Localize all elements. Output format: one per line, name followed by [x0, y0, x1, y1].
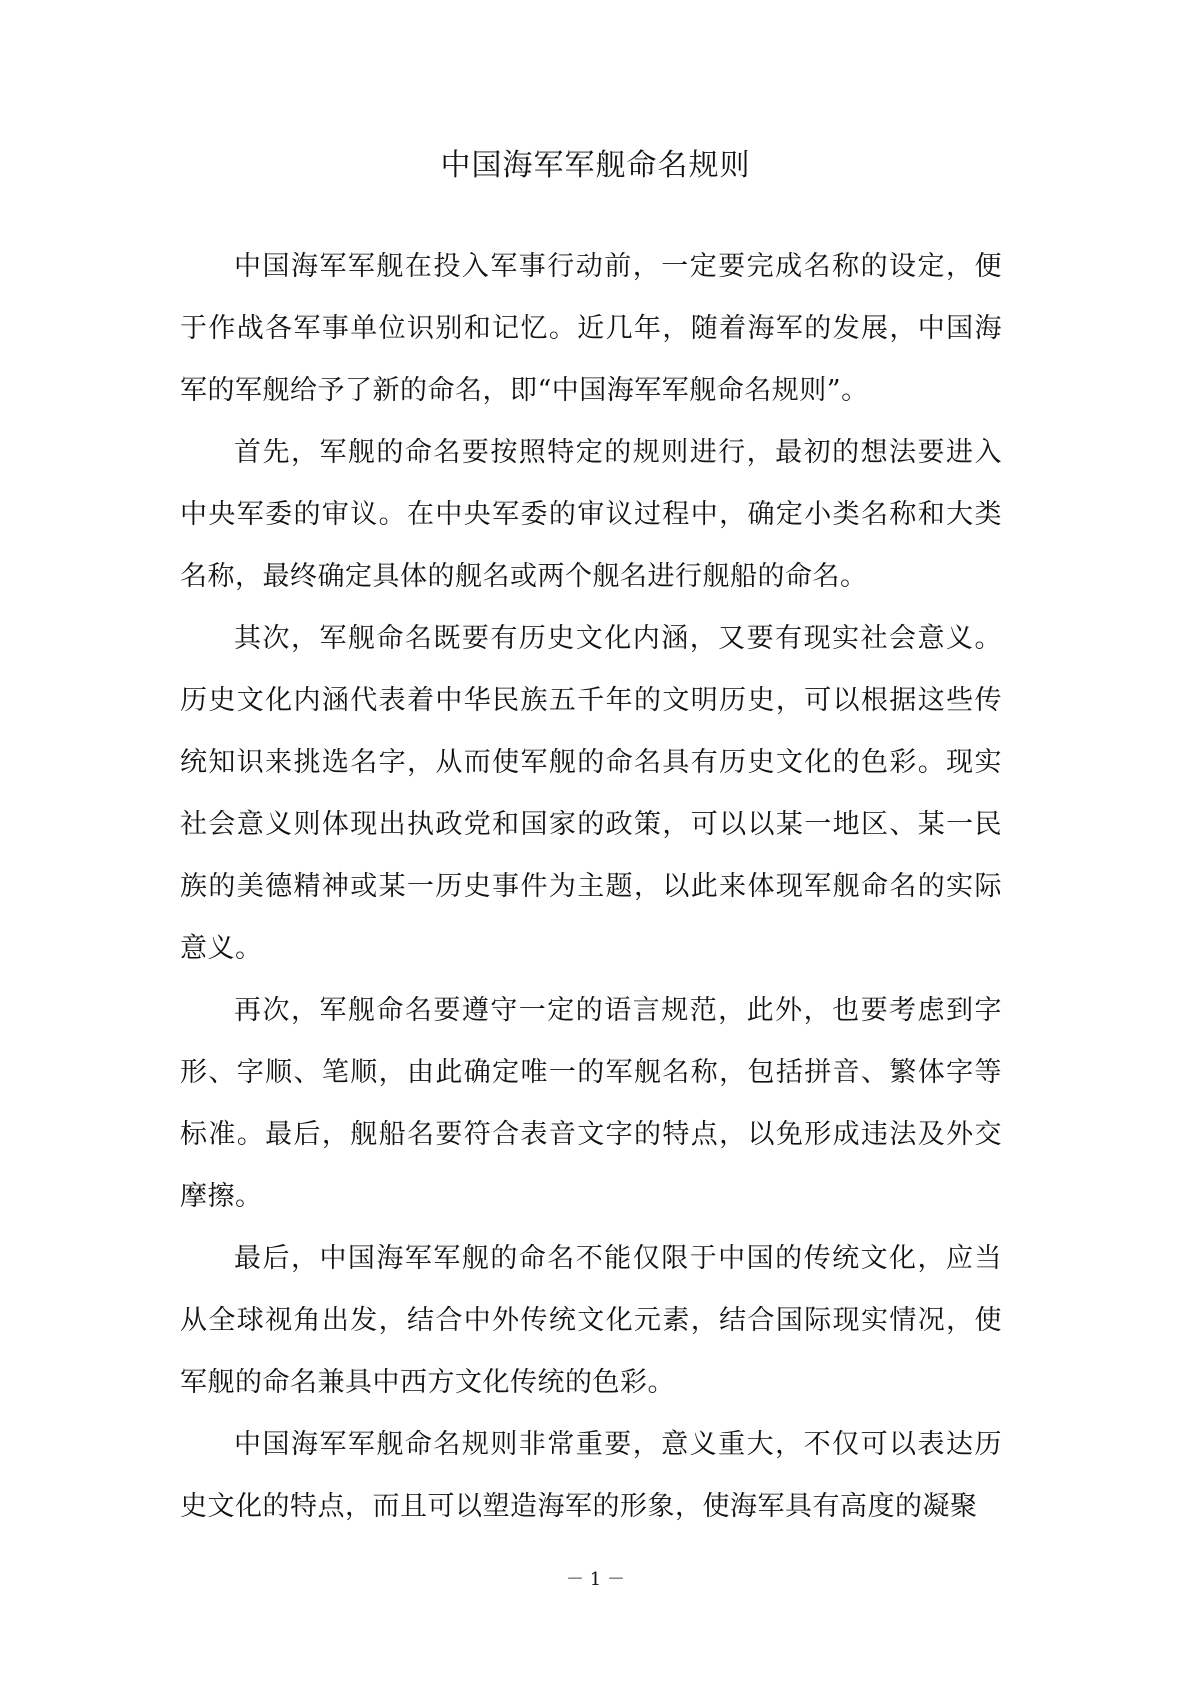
page-number: － 1 － [566, 1569, 625, 1590]
paragraph-5: 最后，中国海军军舰的命名不能仅限于中国的传统文化，应当从全球视角出发，结合中外传统文化元素，结合国际现实情况，使军舰的命名兼具中西方文化传统的色彩。 [180, 1243, 1002, 1398]
document-body [180, 236, 1002, 1538]
paragraph-1: 中国海军军舰在投入军事行动前，一定要完成名称的设定，便于作战各军事单位识别和记忆。近几年，随着海军的发展，中国海军的军舰给予了新的命名，即“中国海军军舰命名规则”。 [180, 251, 1002, 406]
paragraph-6: 中国海军军舰命名规则非常重要，意义重大，不仅可以表达历史文化的特点，而且可以塑造海军的形象，使海军具有高度的凝聚 [180, 1429, 1002, 1522]
document-title: 中国海军军舰命名规则 [440, 148, 751, 183]
paragraph-3: 其次，军舰命名既要有历史文化内涵，又要有现实社会意义。历史文化内涵代表着中华民族五千年的文明历史，可以根据这些传统知识来挑选名字，从而使军舰的命名具有历史文化的色彩。现实社会意义则体现出执政党和国家的政策，可以以某一地区、某一民族的美德精神或某一历史事件为主题，以此来体现军舰命名的实际意义。 [180, 623, 1002, 964]
paragraph-4: 再次，军舰命名要遵守一定的语言规范，此外，也要考虑到字形、字顺、笔顺，由此确定唯一的军舰名称，包括拼音、繁体字等标准。最后，舰船名要符合表音文字的特点，以免形成违法及外交摩擦。 [180, 995, 1002, 1212]
paragraph-2: 首先，军舰的命名要按照特定的规则进行，最初的想法要进入中央军委的审议。在中央军委的审议过程中，确定小类名称和大类名称，最终确定具体的舰名或两个舰名进行舰船的命名。 [180, 437, 1002, 592]
